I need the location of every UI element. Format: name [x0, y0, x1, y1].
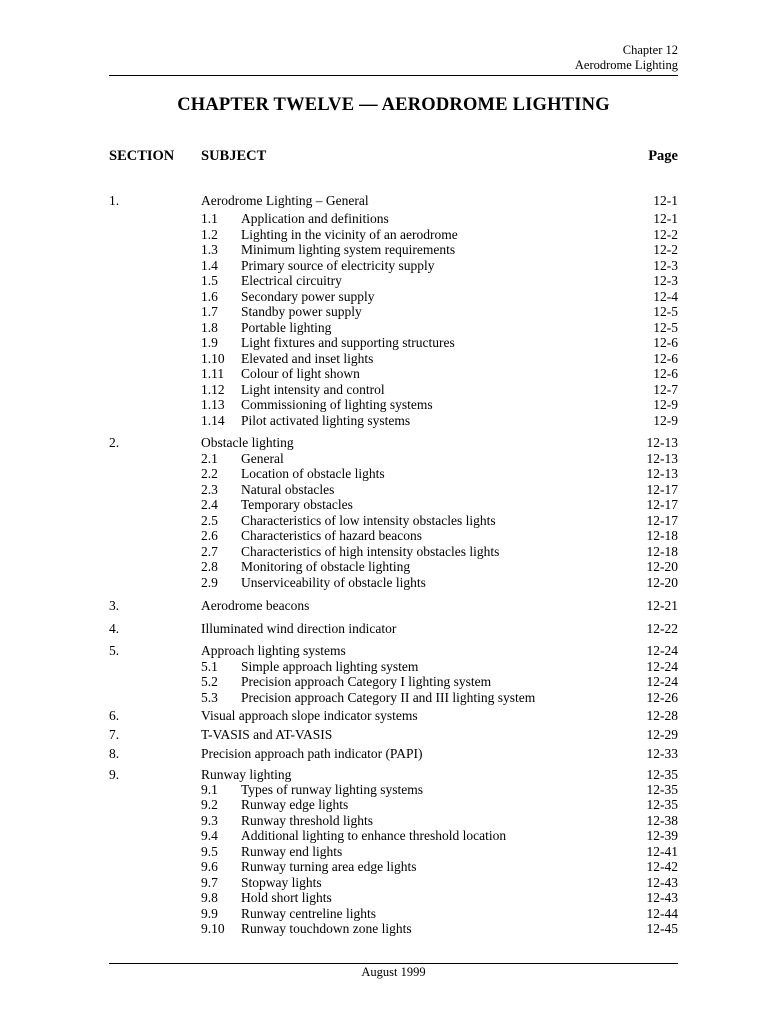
toc-page-number: 12-6	[653, 351, 678, 366]
toc-title: Elevated and inset lights	[241, 351, 374, 366]
toc-title: Standby power supply	[241, 304, 362, 319]
toc-page-number: 12-9	[653, 413, 678, 428]
toc-title: Illuminated wind direction indicator	[201, 621, 397, 636]
toc-number: 9.	[109, 767, 120, 782]
toc-page-number: 12-35	[646, 767, 678, 782]
toc-subsection-row	[109, 813, 678, 829]
toc-section-row	[109, 727, 678, 743]
toc-subsection-row	[109, 335, 678, 351]
toc-subsection-row	[109, 413, 678, 429]
toc-number: 9.5	[201, 844, 218, 859]
toc-title: Characteristics of high intensity obstacles lights	[241, 544, 500, 559]
toc-number: 1.8	[201, 320, 218, 335]
toc-title: Precision approach path indicator (PAPI)	[201, 746, 423, 761]
toc-section-row	[109, 708, 678, 724]
toc-title: General	[241, 451, 284, 466]
toc-section-row	[109, 598, 678, 614]
toc-page-number: 12-6	[653, 366, 678, 381]
toc-page-number: 12-17	[646, 482, 678, 497]
toc-number: 1.2	[201, 227, 218, 242]
toc-page-number: 12-26	[646, 690, 678, 705]
running-header	[575, 43, 678, 72]
toc-number: 5.	[109, 643, 120, 658]
toc-page-number: 12-44	[646, 906, 678, 921]
toc-number: 5.1	[201, 659, 218, 674]
toc-subsection-row	[109, 875, 678, 891]
toc-page-number: 12-29	[646, 727, 678, 742]
toc-number: 9.3	[201, 813, 218, 828]
toc-number: 5.2	[201, 674, 218, 689]
toc-number: 1.3	[201, 242, 218, 257]
toc-title: Simple approach lighting system	[241, 659, 419, 674]
toc-number: 1.9	[201, 335, 218, 350]
toc-number: 1.	[109, 193, 120, 208]
toc-subsection-row	[109, 497, 678, 513]
toc-number: 1.10	[201, 351, 225, 366]
toc-subsection-row	[109, 906, 678, 922]
toc-page-number: 12-24	[646, 659, 678, 674]
toc-number: 9.4	[201, 828, 218, 843]
toc-title: Lighting in the vicinity of an aerodrome	[241, 227, 458, 242]
footer-divider	[109, 963, 678, 964]
toc-title: Characteristics of low intensity obstacles lights	[241, 513, 496, 528]
toc-page-number: 12-39	[646, 828, 678, 843]
toc-number: 2.4	[201, 497, 218, 512]
toc-number: 2.7	[201, 544, 218, 559]
toc-title: Characteristics of hazard beacons	[241, 528, 423, 543]
header-subject: Aerodrome Lighting	[574, 57, 678, 72]
header-divider	[109, 75, 678, 76]
toc-number: 1.7	[201, 304, 218, 319]
toc-title: Precision approach Category I lighting system	[241, 674, 492, 689]
header-chapter: Chapter 12	[622, 43, 678, 57]
toc-number: 2.8	[201, 559, 218, 574]
toc-number: 3.	[109, 598, 120, 613]
toc-subsection-row	[109, 890, 678, 906]
toc-title: Runway centreline lights	[241, 906, 376, 921]
toc-page-number: 12-3	[653, 273, 678, 288]
toc-number: 9.2	[201, 797, 218, 812]
toc-title: Minimum lighting system requirements	[241, 242, 456, 257]
toc-page-number: 12-45	[646, 921, 678, 936]
toc-number: 2.1	[201, 451, 218, 466]
toc-number: 6.	[109, 708, 120, 723]
toc-page-number: 12-5	[653, 304, 678, 319]
toc-title: T-VASIS and AT-VASIS	[201, 727, 333, 742]
toc-subsection-row	[109, 451, 678, 467]
toc-page-number: 12-3	[653, 258, 678, 273]
toc-title: Portable lighting	[241, 320, 332, 335]
toc-subsection-row	[109, 844, 678, 860]
toc-title: Commissioning of lighting systems	[241, 397, 433, 412]
toc-subsection-row	[109, 351, 678, 367]
toc-title: Stopway lights	[241, 875, 322, 890]
toc-page-number: 12-33	[646, 746, 678, 761]
toc-page-number: 12-13	[646, 466, 678, 481]
toc-subsection-row	[109, 289, 678, 305]
toc-page-number: 12-41	[646, 844, 678, 859]
toc-subsection-row	[109, 559, 678, 575]
column-header-section: SECTION	[109, 148, 175, 164]
toc-title: Runway touchdown zone lights	[241, 921, 412, 936]
toc-number: 2.2	[201, 466, 218, 481]
toc-page-number: 12-2	[653, 242, 678, 257]
toc-subsection-row	[109, 690, 678, 706]
toc-page-number: 12-18	[646, 528, 678, 543]
toc-page-number: 12-4	[653, 289, 678, 304]
toc-subsection-row	[109, 466, 678, 482]
toc-section-row	[109, 193, 678, 209]
toc-subsection-row	[109, 258, 678, 274]
toc-title: Approach lighting systems	[201, 643, 346, 658]
toc-number: 2.9	[201, 575, 218, 590]
toc-title: Hold short lights	[241, 890, 332, 905]
toc-number: 4.	[109, 621, 120, 636]
toc-section-row	[109, 643, 678, 659]
toc-title: Pilot activated lighting systems	[241, 413, 411, 428]
page-title: CHAPTER TWELVE — AERODROME LIGHTING	[177, 95, 610, 115]
toc-section-row	[109, 621, 678, 637]
toc-title: Primary source of electricity supply	[241, 258, 435, 273]
toc-number: 9.6	[201, 859, 218, 874]
toc-subsection-row	[109, 674, 678, 690]
toc-number: 1.11	[201, 366, 225, 381]
toc-page-number: 12-20	[646, 559, 678, 574]
toc-title: Electrical circuitry	[241, 273, 342, 288]
toc-title: Aerodrome beacons	[201, 598, 310, 613]
toc-page-number: 12-43	[646, 890, 678, 905]
toc-title: Visual approach slope indicator systems	[201, 708, 418, 723]
toc-title: Runway lighting	[201, 767, 292, 782]
toc-section-row	[109, 746, 678, 762]
toc-page-number: 12-22	[646, 621, 678, 636]
toc-subsection-row	[109, 859, 678, 875]
toc-number: 1.12	[201, 382, 225, 397]
toc-page-number: 12-21	[646, 598, 678, 613]
toc-number: 5.3	[201, 690, 218, 705]
toc-page-number: 12-35	[646, 797, 678, 812]
toc-number: 7.	[109, 727, 120, 742]
toc-page-number: 12-2	[653, 227, 678, 242]
toc-subsection-row	[109, 482, 678, 498]
toc-title: Natural obstacles	[241, 482, 335, 497]
toc-page-number: 12-38	[646, 813, 678, 828]
toc-subsection-row	[109, 273, 678, 289]
toc-page-number: 12-28	[646, 708, 678, 723]
toc-subsection-row	[109, 828, 678, 844]
column-header-subject: SUBJECT	[201, 148, 267, 164]
toc-title: Secondary power supply	[241, 289, 375, 304]
toc-subsection-row	[109, 397, 678, 413]
toc-subsection-row	[109, 797, 678, 813]
footer-date: August 1999	[361, 965, 426, 979]
toc-section-row	[109, 435, 678, 451]
toc-title: Monitoring of obstacle lighting	[241, 559, 411, 574]
toc-page-number: 12-20	[646, 575, 678, 590]
toc-page-number: 12-24	[646, 643, 678, 658]
toc-title: Unserviceability of obstacle lights	[241, 575, 426, 590]
toc-page-number: 12-13	[646, 451, 678, 466]
toc-number: 8.	[109, 746, 120, 761]
toc-title: Aerodrome Lighting – General	[201, 193, 369, 208]
toc-number: 1.4	[201, 258, 218, 273]
toc-page-number: 12-35	[646, 782, 678, 797]
toc-page-number: 12-13	[646, 435, 678, 450]
toc-number: 9.8	[201, 890, 218, 905]
toc-number: 9.9	[201, 906, 218, 921]
toc-number: 2.5	[201, 513, 218, 528]
toc-page-number: 12-17	[646, 513, 678, 528]
toc-title: Runway end lights	[241, 844, 343, 859]
toc-subsection-row	[109, 366, 678, 382]
toc-title: Colour of light shown	[241, 366, 360, 381]
toc-number: 2.3	[201, 482, 218, 497]
toc-section-row	[109, 767, 678, 783]
toc-number: 1.6	[201, 289, 218, 304]
toc-title: Types of runway lighting systems	[241, 782, 424, 797]
toc-page-number: 12-5	[653, 320, 678, 335]
toc-title: Runway edge lights	[241, 797, 349, 812]
toc-number: 1.14	[201, 413, 225, 428]
toc-subsection-row	[109, 528, 678, 544]
toc-subsection-row	[109, 513, 678, 529]
toc-page-number: 12-43	[646, 875, 678, 890]
toc-page-number: 12-9	[653, 397, 678, 412]
toc-page-number: 12-18	[646, 544, 678, 559]
toc-title: Runway turning area edge lights	[241, 859, 417, 874]
toc-subsection-row	[109, 782, 678, 798]
toc-subsection-row	[109, 242, 678, 258]
toc-page-number: 12-17	[646, 497, 678, 512]
toc-subsection-row	[109, 320, 678, 336]
toc-number: 9.10	[201, 921, 225, 936]
toc-page-number: 12-24	[646, 674, 678, 689]
toc-page-number: 12-1	[653, 193, 678, 208]
toc-subsection-row	[109, 921, 678, 937]
toc-title: Runway threshold lights	[241, 813, 373, 828]
toc-number: 1.13	[201, 397, 225, 412]
toc-page-number: 12-42	[646, 859, 678, 874]
toc-page-number: 12-1	[653, 211, 678, 226]
toc-title: Application and definitions	[241, 211, 389, 226]
toc-number: 2.6	[201, 528, 218, 543]
toc-number: 1.1	[201, 211, 218, 226]
toc-number: 9.7	[201, 875, 218, 890]
toc-subsection-row	[109, 211, 678, 227]
toc-number: 1.5	[201, 273, 218, 288]
toc-title: Additional lighting to enhance threshold location	[241, 828, 507, 843]
toc-title: Location of obstacle lights	[241, 466, 385, 481]
toc-number: 9.1	[201, 782, 218, 797]
toc-title: Temporary obstacles	[241, 497, 353, 512]
toc-subsection-row	[109, 382, 678, 398]
toc-title: Precision approach Category II and III lighting system	[241, 690, 536, 705]
toc-title: Light intensity and control	[241, 382, 385, 397]
toc-title: Light fixtures and supporting structures	[241, 335, 455, 350]
toc-subsection-row	[109, 304, 678, 320]
column-header-page: Page	[648, 148, 678, 164]
toc-subsection-row	[109, 227, 678, 243]
toc-page-number: 12-6	[653, 335, 678, 350]
toc-subsection-row	[109, 544, 678, 560]
toc-subsection-row	[109, 659, 678, 675]
toc-number: 2.	[109, 435, 120, 450]
toc-subsection-row	[109, 575, 678, 591]
toc-title: Obstacle lighting	[201, 435, 294, 450]
toc-page-number: 12-7	[653, 382, 678, 397]
